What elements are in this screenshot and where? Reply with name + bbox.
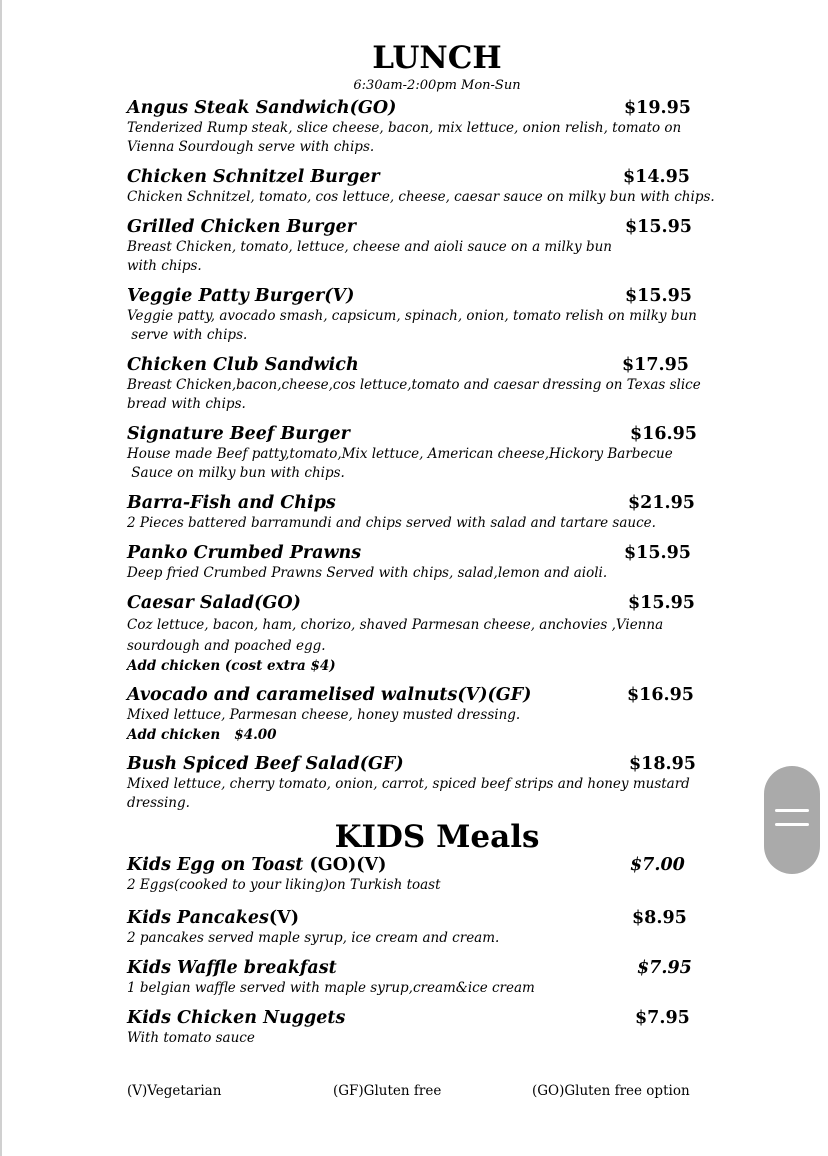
- item-price: $15.95: [624, 543, 691, 563]
- item-description: Mixed lettuce, Parmesan cheese, honey musted dressing.: [127, 707, 521, 723]
- item-name: Grilled Chicken Burger: [127, 217, 356, 237]
- menu-item: [127, 97, 717, 157]
- item-price: $18.95: [629, 754, 696, 774]
- item-name: Barra-Fish and Chips: [127, 493, 336, 513]
- item-description: Veggie patty, avocado smash, capsicum, spinach, onion, tomato relish on milky bun: [127, 308, 697, 324]
- item-price: $14.95: [623, 167, 690, 187]
- menu-item: [127, 592, 717, 676]
- menu-item: [127, 957, 717, 998]
- item-price: $8.95: [632, 908, 687, 928]
- menu-item: [127, 492, 717, 533]
- menu-item: [127, 542, 717, 583]
- item-description: Deep fried Crumbed Prawns Served with chips, salad,lemon and aioli.: [127, 565, 608, 581]
- page-edge: [0, 0, 2, 1156]
- item-price: $21.95: [628, 493, 695, 513]
- item-name: Kids Waffle breakfast: [127, 958, 337, 978]
- item-description: Breast Chicken,bacon,cheese,cos lettuce,tomato and caesar dressing on Texas slice: [127, 377, 701, 393]
- item-name: Chicken Club Sandwich: [127, 355, 359, 375]
- item-description: dressing.: [127, 795, 190, 811]
- item-description: House made Beef patty,tomato,Mix lettuce, American cheese,Hickory Barbecue: [127, 446, 673, 462]
- item-name: Bush Spiced Beef Salad(GF): [127, 754, 404, 774]
- item-price: $15.95: [625, 286, 692, 306]
- item-price: $19.95: [624, 98, 691, 118]
- menu-item: [127, 166, 717, 207]
- legend-vegetarian: (V)Vegetarian: [127, 1083, 222, 1099]
- item-addon: Add chicken $4.00: [127, 727, 277, 743]
- item-price: $7.95: [635, 1008, 690, 1028]
- item-price: $15.95: [625, 217, 692, 237]
- scroll-handle[interactable]: [764, 766, 820, 874]
- item-name: Caesar Salad(GO): [127, 593, 301, 613]
- item-name: Kids Egg on Toast (GO)(V): [127, 855, 387, 875]
- item-tags: (GO)(V): [303, 855, 387, 875]
- menu-item: [127, 907, 717, 948]
- item-name: Kids Pancakes(V): [127, 908, 300, 928]
- item-name: Veggie Patty Burger(V): [127, 286, 355, 306]
- item-description: serve with chips.: [127, 327, 248, 343]
- item-description: With tomato sauce: [127, 1030, 255, 1046]
- menu-item: [127, 753, 717, 813]
- item-description: Breast Chicken, tomato, lettuce, cheese and aioli sauce on a milky bun: [127, 239, 612, 255]
- item-name: Chicken Schnitzel Burger: [127, 167, 380, 187]
- dietary-legend: [127, 1083, 727, 1103]
- item-price: $15.95: [628, 593, 695, 613]
- item-name: Avocado and caramelised walnuts(V)(GF): [127, 685, 532, 705]
- item-price: $16.95: [630, 424, 697, 444]
- menu-item: [127, 684, 717, 745]
- item-description: 2 pancakes served maple syrup, ice cream and cream.: [127, 930, 500, 946]
- legend-gluten-free-option: (GO)Gluten free option: [532, 1083, 690, 1099]
- kids-title: KIDS Meals: [334, 819, 540, 855]
- item-description: with chips.: [127, 258, 202, 274]
- item-price: $16.95: [627, 685, 694, 705]
- item-name: Signature Beef Burger: [127, 424, 350, 444]
- menu-item: [127, 354, 717, 414]
- item-description: Vienna Sourdough serve with chips.: [127, 139, 375, 155]
- item-description: bread with chips.: [127, 396, 246, 412]
- menu-page: [127, 40, 717, 1057]
- handle-grip-line: [775, 823, 809, 826]
- item-price: $7.95: [637, 958, 692, 978]
- item-description: Chicken Schnitzel, tomato, cos lettuce, cheese, caesar sauce on milky bun with chips.: [127, 189, 715, 205]
- menu-item: [127, 854, 717, 895]
- menu-item: [127, 216, 717, 276]
- handle-grip-line: [775, 809, 809, 812]
- menu-item: [127, 423, 717, 483]
- item-price: $7.00: [630, 855, 685, 875]
- item-description: Mixed lettuce, cherry tomato, onion, carrot, spiced beef strips and honey mustard: [127, 776, 690, 792]
- menu-item: [127, 285, 717, 345]
- item-name: Angus Steak Sandwich(GO): [127, 98, 397, 118]
- item-description: Tenderized Rump steak, slice cheese, bacon, mix lettuce, onion relish, tomato on: [127, 120, 682, 136]
- item-name: Kids Chicken Nuggets: [127, 1008, 346, 1028]
- item-addon: Add chicken (cost extra $4): [127, 658, 336, 674]
- item-description: Coz lettuce, bacon, ham, chorizo, shaved Parmesan cheese, anchovies ,Vienna: [127, 617, 664, 633]
- item-description: 2 Eggs(cooked to your liking)on Turkish toast: [127, 877, 441, 893]
- item-description: 1 belgian waffle served with maple syrup,cream&ice cream: [127, 980, 535, 996]
- item-description: sourdough and poached egg.: [127, 638, 326, 654]
- item-price: $17.95: [622, 355, 689, 375]
- item-description: 2 Pieces battered barramundi and chips served with salad and tartare sauce.: [127, 515, 656, 531]
- item-tags: (V): [268, 908, 300, 928]
- lunch-title: LUNCH: [372, 40, 502, 76]
- legend-gluten-free: (GF)Gluten free: [333, 1083, 442, 1099]
- menu-item: [127, 1007, 717, 1048]
- lunch-hours: 6:30am-2:00pm Mon-Sun: [353, 78, 521, 93]
- item-name: Panko Crumbed Prawns: [127, 543, 362, 563]
- item-description: Sauce on milky bun with chips.: [127, 465, 345, 481]
